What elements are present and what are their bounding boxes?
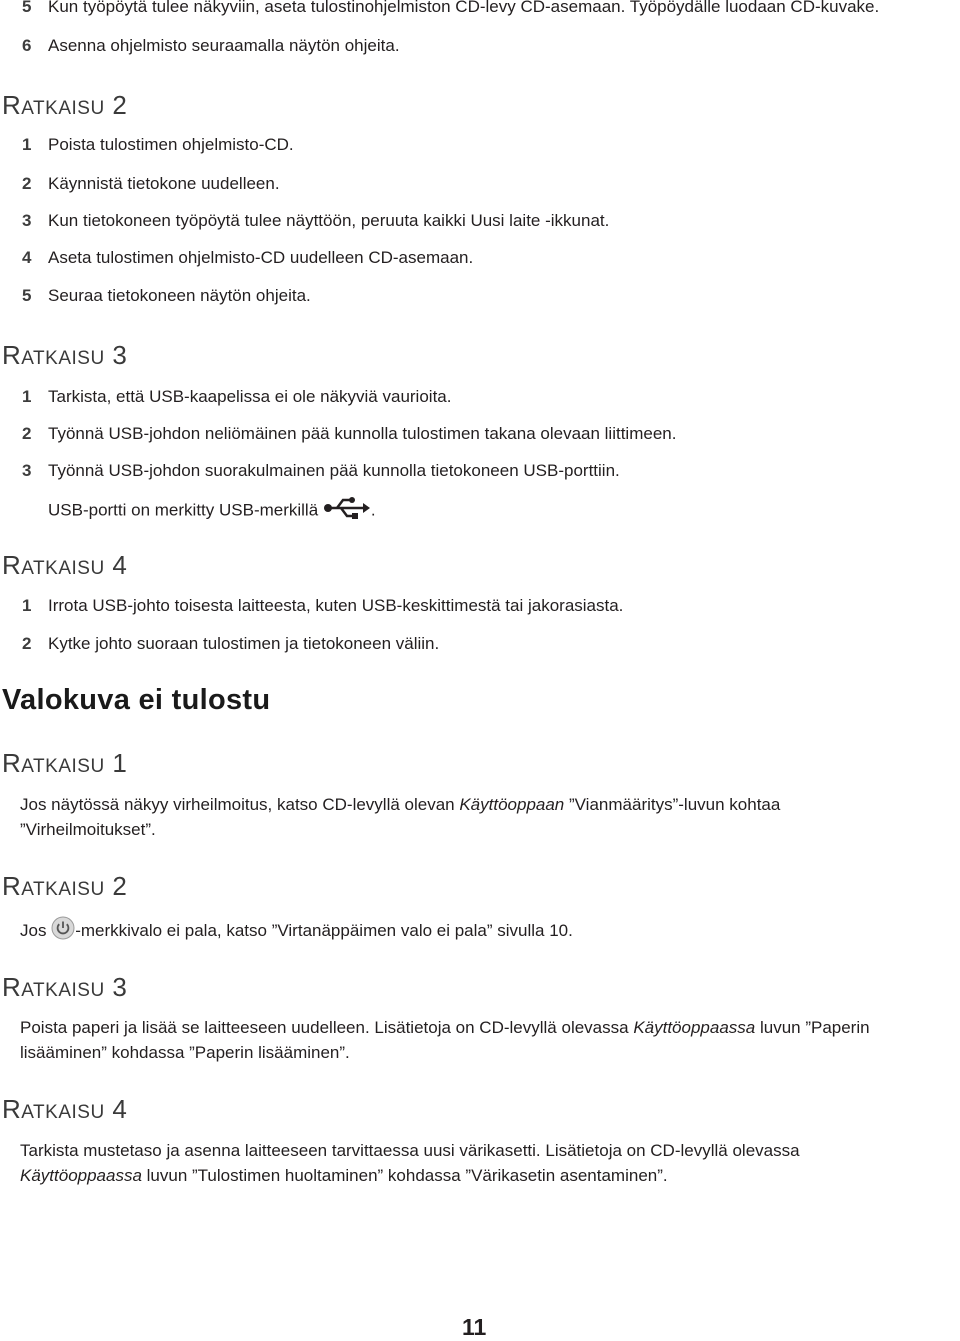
solution-heading: RATKAISU 3 [2,340,128,370]
usb-icon [323,496,371,526]
solution-heading: RATKAISU 2 [2,871,128,901]
solution-paragraph: Jos -merkkivalo ei pala, katso ”Virtanäppäimen valo ei pala” sivulla 10. [20,916,950,947]
list-item [22,35,400,57]
solution-paragraph: Tarkista mustetaso ja asenna laitteeseen tarvittaessa uusi värikasetti. Lisätietoja on CD-levyllä olevassa Käyttöoppaassa luvun ”Tulostimen huoltaminen” kohdassa ”Värikasetin asentaminen”. [20,1141,800,1185]
solution-heading: RATKAISU 4 [2,1094,128,1124]
step-text: Asenna ohjelmisto seuraamalla näytön ohjeita. [48,36,400,55]
list-item: 3 Työnnä USB-johdon suorakulmainen pää kunnolla tietokoneen USB-porttiin. [22,461,620,480]
solution-paragraph: Poista paperi ja lisää se laitteeseen uudelleen. Lisätietoja on CD-levyllä olevassa Käyttöoppaassa luvun ”Paperin lisääminen” kohdassa ”Paperin lisääminen”. [20,1018,870,1062]
solution-heading: RATKAISU 4 [2,550,128,580]
list-item: 1 Irrota USB-johto toisesta laitteesta, kuten USB-keskittimestä tai jakorasiasta. [22,596,624,615]
list-item: 2 Työnnä USB-johdon neliömäinen pää kunnolla tulostimen takana olevaan liittimeen. [22,424,677,443]
power-icon [51,916,75,947]
step-number: 5 [22,0,32,16]
list-item: 2 Kytke johto suoraan tulostimen ja tietokoneen väliin. [22,634,440,653]
solution-heading: RATKAISU 2 [2,90,128,120]
list-item: 1 Tarkista, että USB-kaapelissa ei ole näkyviä vaurioita. [22,387,452,406]
solution-heading: RATKAISU 1 [2,748,128,778]
list-item: 1 Poista tulostimen ohjelmisto-CD. [22,135,294,154]
section-title: Valokuva ei tulostu [2,684,271,716]
list-item [22,0,879,18]
list-item: 2 Käynnistä tietokone uudelleen. [22,174,280,193]
solution-heading: RATKAISU 3 [2,972,128,1002]
list-item: 3 Kun tietokoneen työpöytä tulee näyttöön, peruuta kaikki Uusi laite -ikkunat. [22,211,610,230]
usb-note: USB-portti on merkitty USB-merkillä . [48,496,376,526]
step-number: 6 [22,36,32,55]
list-item: 5 Seuraa tietokoneen näytön ohjeita. [22,286,311,305]
step-text: Kun työpöytä tulee näkyviin, aseta tulostinohjelmiston CD-levy CD-asemaan. Työpöydälle luodaan CD-kuvake. [48,0,880,16]
list-item: 4 Aseta tulostimen ohjelmisto-CD uudelleen CD-asemaan. [22,248,474,267]
solution-paragraph: Jos näytössä näkyy virheilmoitus, katso CD-levyllä olevan Käyttöoppaan ”Vianmääritys”-luvun kohtaa ”Virheilmoitukset”. [20,795,781,839]
page-number: 11 [462,1314,487,1340]
